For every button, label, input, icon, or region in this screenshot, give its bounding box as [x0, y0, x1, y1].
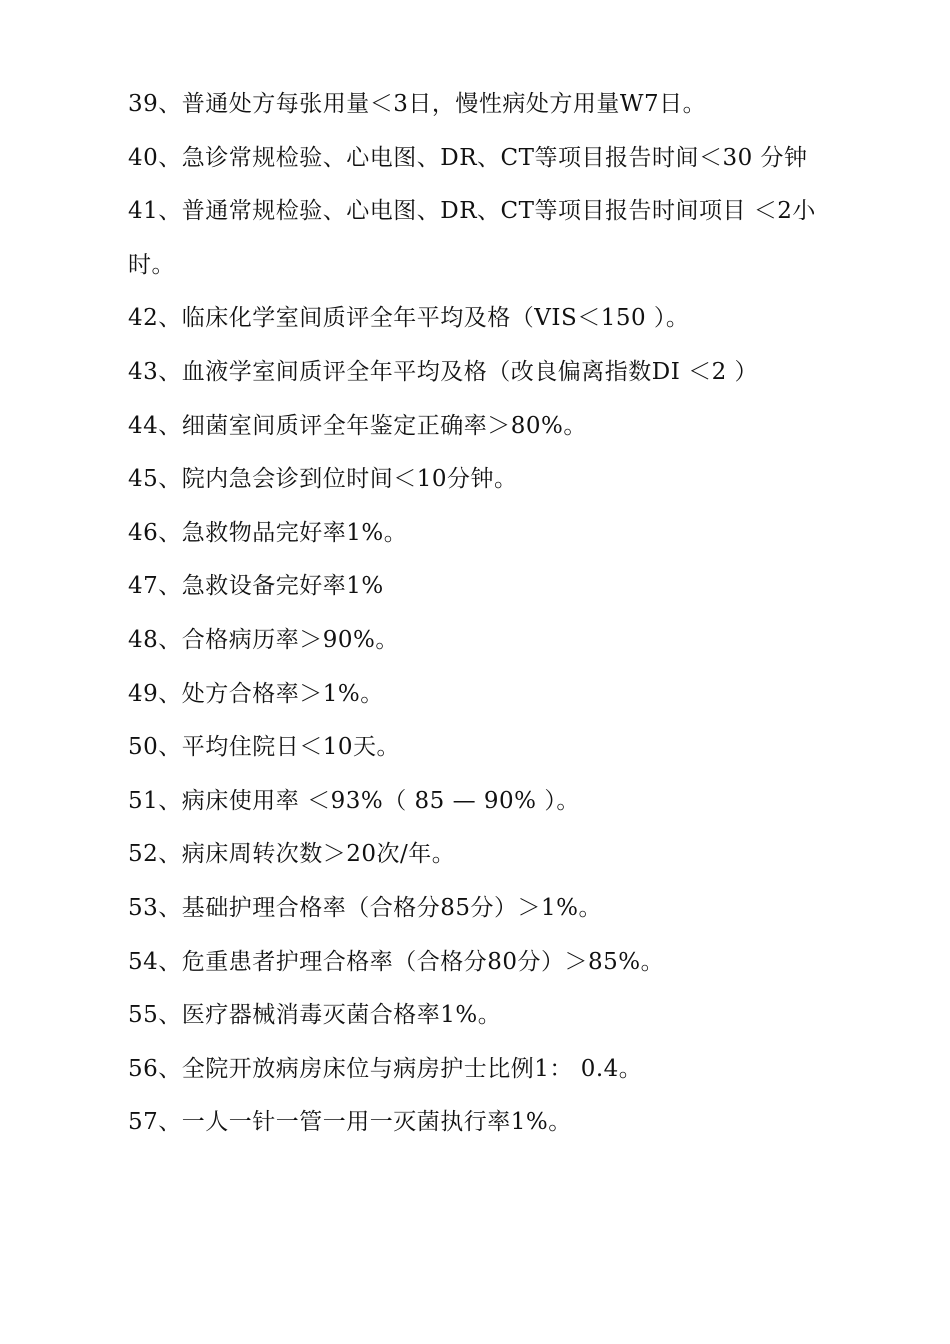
- list-item: 44、细菌室间质评全年鉴定正确率＞80%。: [128, 412, 587, 439]
- list-item: 49、处方合格率＞1%。: [128, 680, 384, 707]
- list-item: 41、普通常规检验、心电图、DR、CT等项目报告时间项目 ＜2小时。: [128, 198, 816, 278]
- list-item: 43、血液学室间质评全年平均及格（改良偏离指数DI ＜2 ）: [128, 358, 759, 385]
- list-item: 52、病床周转次数＞20次/年。: [128, 841, 456, 868]
- list-item: 39、普通处方每张用量＜3日，慢性病处方用量W7日。: [128, 91, 707, 117]
- list-item: 55、医疗器械消毒灭菌合格率1%。: [128, 1002, 502, 1029]
- list-item: 45、院内急会诊到位时间＜10分钟。: [128, 466, 518, 493]
- list-item: 47、急救设备完好率1%: [128, 573, 384, 600]
- list-item: 54、危重患者护理合格率（合格分80分）＞85%。: [128, 948, 665, 975]
- list-item: 42、临床化学室间质评全年平均及格（VIS＜150 ）。: [128, 305, 690, 332]
- list-item: 51、病床使用率 ＜93%（ 85 — 90% ）。: [128, 787, 580, 814]
- list-item: 57、一人一针一管一用一灭菌执行率1%。: [128, 1109, 572, 1136]
- indicator-list: [128, 78, 838, 1150]
- list-item: 46、急救物品完好率1%。: [128, 519, 408, 546]
- list-item: 50、平均住院日＜10天。: [128, 734, 401, 761]
- list-item: 40、急诊常规检验、心电图、DR、CT等项目报告时间＜30 分钟: [128, 144, 808, 171]
- list-item: 53、基础护理合格率（合格分85分）＞1%。: [128, 894, 603, 921]
- list-item: 48、合格病历率＞90%。: [128, 626, 399, 653]
- list-item: 56、全院开放病房床位与病房护士比例1： 0.4。: [128, 1055, 643, 1082]
